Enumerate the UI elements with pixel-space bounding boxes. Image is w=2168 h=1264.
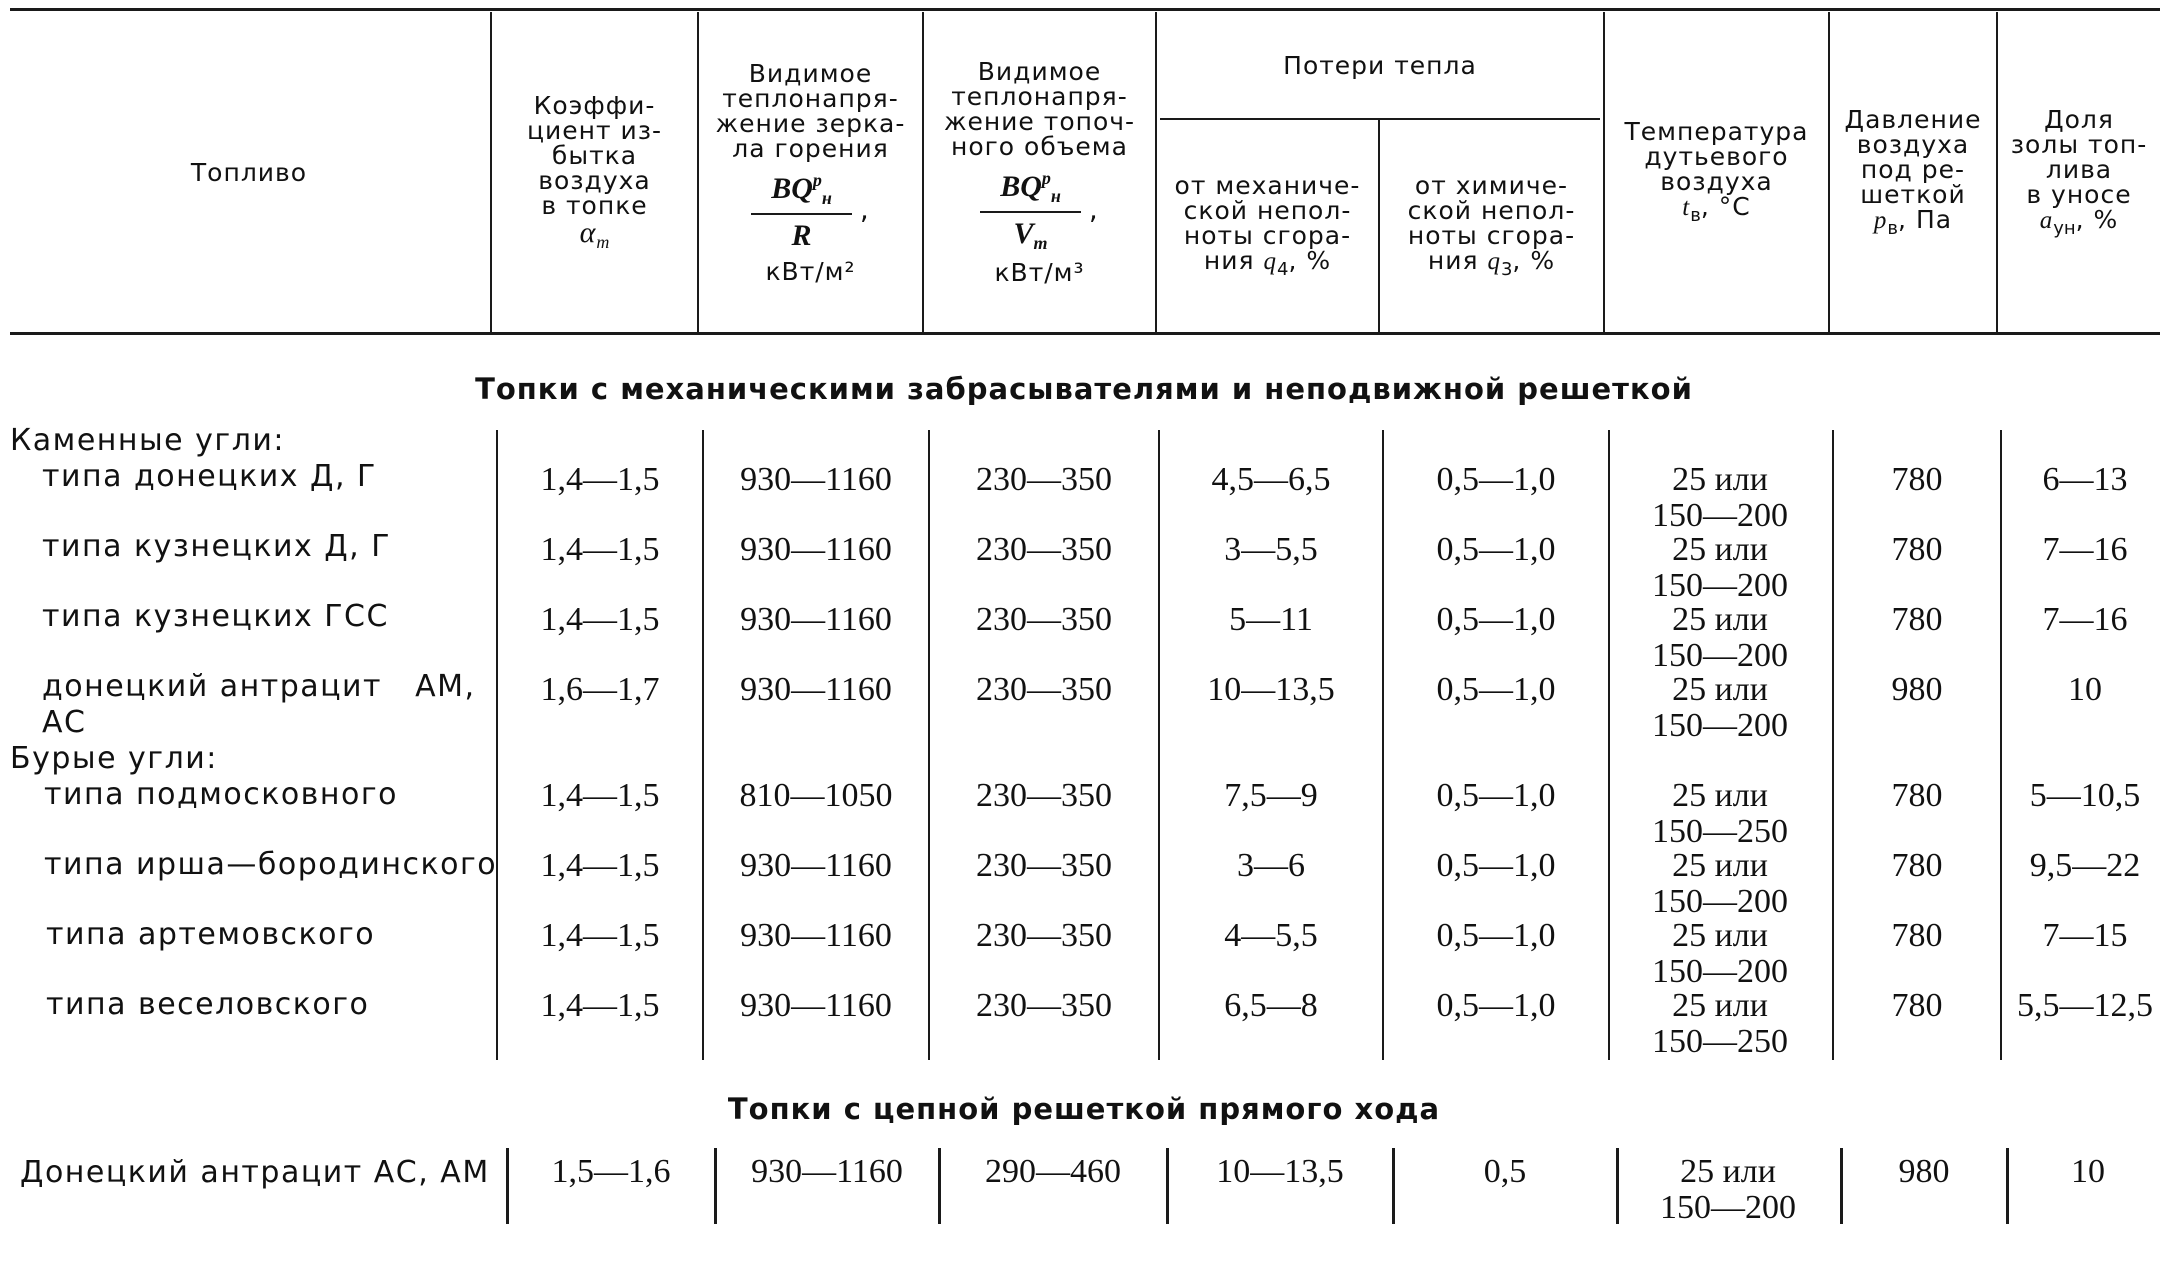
excess-air-value: 1,4—1,5 (540, 531, 660, 568)
body1-divider-4 (1158, 430, 1160, 1060)
volume-load-value: 230—350 (976, 917, 1112, 954)
excess-air-value: 1,6—1,7 (540, 671, 660, 708)
mirror-load-value: 930—1160 (740, 531, 892, 568)
fly-ash-value: 5—10,5 (2029, 777, 2141, 814)
volume-load-value: 230—350 (976, 987, 1112, 1024)
pressure-value: 780 (1891, 987, 1943, 1024)
fuel-name: типа веселовского (46, 987, 370, 1022)
header-fuel: Топливо (190, 157, 308, 187)
q4-value: 6,5—8 (1224, 987, 1318, 1024)
mirror-load-formula: $\frac{BQ^р_н}{R}$ (751, 171, 852, 251)
q3-value: 0,5—1,0 (1436, 671, 1556, 708)
excess-air-value: 1,4—1,5 (540, 987, 660, 1024)
body1-divider-7 (1832, 430, 1834, 1060)
excess-air-value: 1,4—1,5 (540, 461, 660, 498)
q3-value: 0,5—1,0 (1436, 847, 1556, 884)
fuel-name: типа донецких Д, Г (42, 459, 377, 494)
fly-ash-value: 7—15 (2042, 917, 2128, 954)
body1-divider-2 (702, 430, 704, 1060)
q3-value: 0,5—1,0 (1436, 601, 1556, 638)
pressure-value: 780 (1891, 847, 1943, 884)
header-heat-loss-mechanical: от механиче- ской непол- ноты сгора- ния $q_4$, % (1174, 171, 1361, 280)
body1-divider-1 (496, 430, 498, 1060)
q4-value: 3—5,5 (1224, 531, 1318, 568)
mirror-load-value: 810—1050 (739, 777, 893, 814)
fuel-name: типа подмосковного (44, 777, 398, 812)
air-temp-value: 25 или 150—200 (1652, 461, 1788, 534)
fuel-name: типа кузнецких ГСС (42, 599, 389, 634)
mirror-load-value: 930—1160 (740, 987, 892, 1024)
header-mirror-load: Видимое теплонапря- жение зерка- ла горения $\frac{BQ^р_н}{R}$ , кВт/м² (715, 58, 906, 286)
q4-value: 10—13,5 (1207, 671, 1335, 708)
volume-load-value: 230—350 (976, 461, 1112, 498)
fly-ash-value: 10 (2071, 1153, 2105, 1190)
pressure-value: 780 (1891, 777, 1943, 814)
q4-value: 3—6 (1237, 847, 1305, 884)
section-title-spreader-stokers: Топки с механическими забрасывателями и неподвижной решеткой (475, 372, 1693, 406)
header-heat-loss-chemical: от химиче- ской непол- ноты сгора- ния $q_3$, % (1407, 171, 1576, 280)
air-temp-value: 25 или 150—200 (1652, 917, 1788, 990)
body1-divider-5 (1382, 430, 1384, 1060)
mirror-load-value: 930—1160 (740, 847, 892, 884)
fuel-name: типа кузнецких Д, Г (42, 529, 392, 564)
header-volume-load: Видимое теплонапря- жение топоч- ного объема $\frac{BQ^р_н}{V_т}$ , кВт/м³ (943, 57, 1136, 287)
excess-air-value: 1,5—1,6 (551, 1153, 671, 1190)
q3-value: 0,5 (1483, 1153, 1527, 1190)
excess-air-value: 1,4—1,5 (540, 917, 660, 954)
volume-load-value: 230—350 (976, 777, 1112, 814)
air-temp-value: 25 или 150—200 (1652, 671, 1788, 744)
header-excess-air: Коэффи- циент из- бытка воздуха в топке $\alpha_т$ (526, 91, 663, 252)
air-temp-value: 25 или 150—200 (1660, 1153, 1796, 1226)
volume-load-value: 230—350 (976, 601, 1112, 638)
header-fly-ash: Доля золы топ- лива в уносе $a_{ун}$, % (2010, 104, 2148, 239)
fly-ash-value: 9,5—22 (2029, 847, 2141, 884)
q3-value: 0,5—1,0 (1436, 917, 1556, 954)
body1-divider-8 (2000, 430, 2002, 1060)
fuel-name: Донецкий антрацит АС, АМ (20, 1155, 490, 1190)
fly-ash-value: 7—16 (2042, 601, 2128, 638)
q3-value: 0,5—1,0 (1436, 461, 1556, 498)
fuel-name-continued: АС (42, 705, 87, 740)
q4-value: 4,5—6,5 (1211, 461, 1331, 498)
header-bottom-rule (10, 332, 2160, 335)
fly-ash-value: 10 (2068, 671, 2102, 708)
header-air-temperature: Температура дутьевого воздуха $t_в$, °C (1624, 117, 1809, 226)
pressure-value: 780 (1891, 601, 1943, 638)
volume-load-value: 290—460 (985, 1153, 1121, 1190)
excess-air-value: 1,4—1,5 (540, 601, 660, 638)
pressure-value: 780 (1891, 917, 1943, 954)
mirror-load-value: 930—1160 (740, 461, 892, 498)
air-temp-value: 25 или 150—250 (1652, 987, 1788, 1060)
body1-divider-3 (928, 430, 930, 1060)
mirror-load-value: 930—1160 (740, 917, 892, 954)
q3-value: 0,5—1,0 (1436, 777, 1556, 814)
fly-ash-value: 6—13 (2042, 461, 2128, 498)
excess-air-value: 1,4—1,5 (540, 847, 660, 884)
q3-value: 0,5—1,0 (1436, 531, 1556, 568)
volume-load-value: 230—350 (976, 531, 1112, 568)
q4-value: 7,5—9 (1224, 777, 1318, 814)
fuel-name: донецкий антрацит АМ, (42, 669, 476, 704)
header-air-pressure: Давление воздуха под ре- шеткой $p_в$, Па (1844, 104, 1982, 239)
volume-load-value: 230—350 (976, 671, 1112, 708)
fly-ash-value: 7—16 (2042, 531, 2128, 568)
section-title-chain-grate: Топки с цепной решеткой прямого хода (727, 1092, 1441, 1126)
q4-value: 10—13,5 (1216, 1153, 1344, 1190)
pressure-value: 980 (1898, 1153, 1950, 1190)
group-label-brown-coals: Бурые угли: (10, 741, 218, 776)
air-temp-value: 25 или 150—250 (1652, 777, 1788, 850)
header-heat-loss: Потери тепла (1283, 50, 1477, 80)
air-temp-value: 25 или 150—200 (1652, 601, 1788, 674)
q4-value: 5—11 (1229, 601, 1313, 638)
mirror-load-value: 930—1160 (740, 671, 892, 708)
q3-value: 0,5—1,0 (1436, 987, 1556, 1024)
air-temp-value: 25 или 150—200 (1652, 847, 1788, 920)
pressure-value: 780 (1891, 461, 1943, 498)
fly-ash-value: 5,5—12,5 (2017, 987, 2153, 1024)
mirror-load-value: 930—1160 (740, 601, 892, 638)
fuel-name: типа артемовского (46, 917, 376, 952)
group-label-hard-coals: Каменные угли: (10, 423, 285, 458)
mirror-load-value: 930—1160 (751, 1153, 903, 1190)
header-top-rule (10, 8, 2160, 11)
pressure-value: 780 (1891, 531, 1943, 568)
fuel-name: типа ирша—бородинского (44, 847, 498, 882)
excess-air-value: 1,4—1,5 (540, 777, 660, 814)
q4-value: 4—5,5 (1224, 917, 1318, 954)
pressure-value: 980 (1891, 671, 1943, 708)
volume-load-value: 230—350 (976, 847, 1112, 884)
volume-load-formula: $\frac{BQ^р_н}{V_т}$ (980, 169, 1081, 252)
air-temp-value: 25 или 150—200 (1652, 531, 1788, 604)
